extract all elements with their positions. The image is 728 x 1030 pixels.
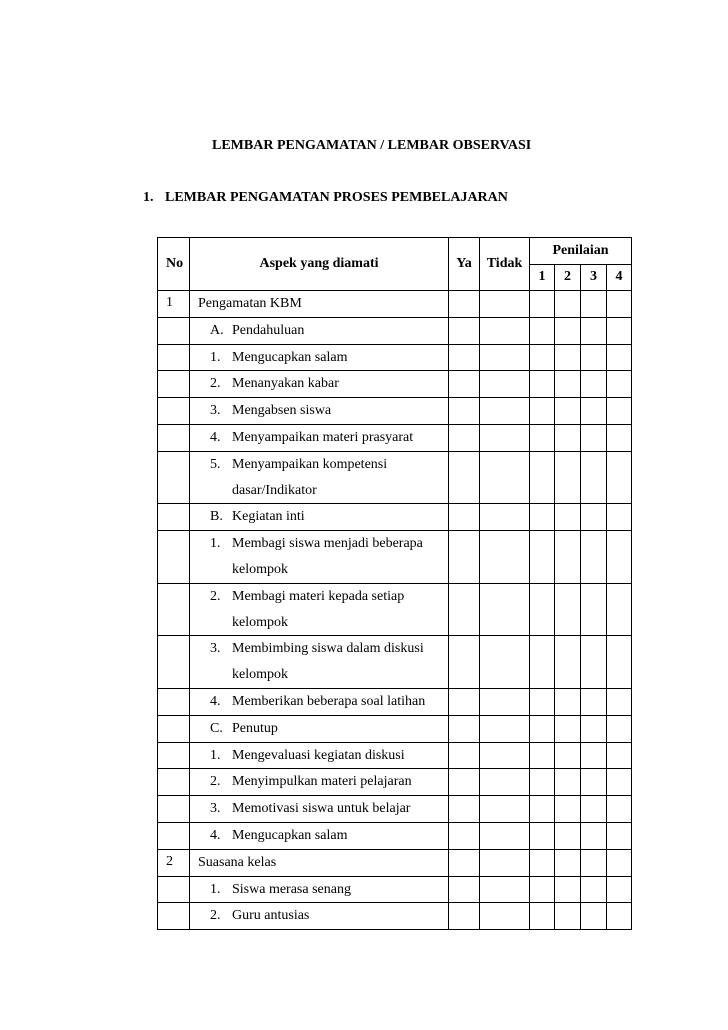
aspect-cell <box>190 715 449 742</box>
row-number <box>158 688 190 715</box>
row-number <box>158 451 190 504</box>
table-row <box>158 876 632 903</box>
aspect-text: Menyimpulkan materi pelajaran <box>232 774 412 790</box>
tidak-cell[interactable] <box>480 903 530 930</box>
aspect-cell <box>190 903 449 930</box>
aspect-text: Menyampaikan kompetensi dasar/Indikator <box>232 456 388 498</box>
table-row <box>158 451 632 504</box>
aspect-text: Membimbing siswa dalam diskusi kelompok <box>232 641 424 683</box>
aspect-text: Menanyakan kabar <box>232 376 339 392</box>
score-3-cell[interactable] <box>581 371 607 398</box>
aspect-text: Pengamatan KBM <box>198 296 302 311</box>
row-number <box>158 424 190 451</box>
score-3-cell[interactable] <box>581 398 607 425</box>
aspect-marker: 1. <box>210 747 221 763</box>
ya-cell[interactable] <box>449 371 480 398</box>
table-row <box>158 742 632 769</box>
table-row <box>158 715 632 742</box>
table-row <box>158 849 632 876</box>
score-3-cell[interactable] <box>581 451 607 504</box>
ya-cell[interactable] <box>449 583 480 636</box>
ya-cell[interactable] <box>449 903 480 930</box>
score-3-cell[interactable] <box>581 344 607 371</box>
tidak-cell[interactable] <box>480 344 530 371</box>
aspect-cell <box>190 822 449 849</box>
header-ya: Ya <box>449 238 480 291</box>
section-title: LEMBAR PENGAMATAN PROSES PEMBELAJARAN <box>165 190 508 205</box>
aspect-cell <box>190 451 449 504</box>
table-row <box>158 317 632 344</box>
header-no: No <box>158 238 190 291</box>
section-number: 1. <box>143 190 154 205</box>
score-2-cell[interactable] <box>555 769 581 796</box>
score-1-cell[interactable] <box>530 451 555 504</box>
aspect-marker: 2. <box>210 774 221 790</box>
score-1-cell[interactable] <box>530 424 555 451</box>
row-number <box>158 715 190 742</box>
tidak-cell[interactable] <box>480 636 530 689</box>
header-score-4: 4 <box>607 264 632 291</box>
row-number: 1 <box>158 291 190 318</box>
ya-cell[interactable] <box>449 769 480 796</box>
ya-cell[interactable] <box>449 344 480 371</box>
score-1-cell[interactable] <box>530 504 555 531</box>
row-number <box>158 344 190 371</box>
ya-cell[interactable] <box>449 424 480 451</box>
table-row <box>158 688 632 715</box>
score-4-cell[interactable] <box>607 688 632 715</box>
aspect-text: Mengabsen siswa <box>232 403 332 419</box>
score-2-cell[interactable] <box>555 291 581 318</box>
table-row <box>158 291 632 318</box>
aspect-marker: 4. <box>210 693 221 709</box>
tidak-cell[interactable] <box>480 317 530 344</box>
score-1-cell[interactable] <box>530 715 555 742</box>
aspect-text: Membagi materi kepada setiap kelompok <box>232 588 405 630</box>
aspect-cell <box>190 291 449 318</box>
score-1-cell[interactable] <box>530 371 555 398</box>
table-row <box>158 371 632 398</box>
score-4-cell[interactable] <box>607 583 632 636</box>
score-3-cell[interactable] <box>581 849 607 876</box>
score-2-cell[interactable] <box>555 715 581 742</box>
aspect-cell <box>190 769 449 796</box>
score-1-cell[interactable] <box>530 291 555 318</box>
table-row <box>158 822 632 849</box>
score-1-cell[interactable] <box>530 796 555 823</box>
score-3-cell[interactable] <box>581 715 607 742</box>
score-2-cell[interactable] <box>555 424 581 451</box>
aspect-cell <box>190 504 449 531</box>
score-4-cell[interactable] <box>607 822 632 849</box>
aspect-cell <box>190 636 449 689</box>
aspect-text: Kegiatan inti <box>232 509 305 525</box>
row-number <box>158 903 190 930</box>
aspect-text: Mengevaluasi kegiatan diskusi <box>232 747 405 763</box>
table-row <box>158 424 632 451</box>
aspect-marker: B. <box>210 509 223 525</box>
score-2-cell[interactable] <box>555 344 581 371</box>
score-2-cell[interactable] <box>555 398 581 425</box>
tidak-cell[interactable] <box>480 504 530 531</box>
aspect-text: Menyampaikan materi prasyarat <box>232 429 414 445</box>
score-4-cell[interactable] <box>607 903 632 930</box>
score-1-cell[interactable] <box>530 822 555 849</box>
row-number <box>158 796 190 823</box>
header-score-1: 1 <box>530 264 555 291</box>
aspect-text: Memberikan beberapa soal latihan <box>232 693 426 709</box>
table-row <box>158 903 632 930</box>
tidak-cell[interactable] <box>480 849 530 876</box>
aspect-text: Suasana kelas <box>198 854 277 870</box>
table-row <box>158 398 632 425</box>
ya-cell[interactable] <box>449 849 480 876</box>
table-row <box>158 504 632 531</box>
score-4-cell[interactable] <box>607 769 632 796</box>
score-2-cell[interactable] <box>555 531 581 584</box>
table-row <box>158 796 632 823</box>
aspect-marker: 5. <box>210 456 221 472</box>
aspect-marker: 4. <box>210 827 221 843</box>
ya-cell[interactable] <box>449 291 480 318</box>
aspect-marker: A. <box>210 322 224 338</box>
score-1-cell[interactable] <box>530 344 555 371</box>
aspect-cell <box>190 849 449 876</box>
tidak-cell[interactable] <box>480 769 530 796</box>
header-score-2: 2 <box>555 264 581 291</box>
aspect-text: Guru antusias <box>232 908 310 924</box>
row-number <box>158 583 190 636</box>
score-3-cell[interactable] <box>581 822 607 849</box>
score-2-cell[interactable] <box>555 636 581 689</box>
score-1-cell[interactable] <box>530 769 555 796</box>
score-3-cell[interactable] <box>581 424 607 451</box>
score-1-cell[interactable] <box>530 531 555 584</box>
row-number <box>158 769 190 796</box>
score-3-cell[interactable] <box>581 876 607 903</box>
score-4-cell[interactable] <box>607 796 632 823</box>
table-row <box>158 636 632 689</box>
aspect-cell <box>190 371 449 398</box>
score-3-cell[interactable] <box>581 769 607 796</box>
tidak-cell[interactable] <box>480 371 530 398</box>
row-number <box>158 636 190 689</box>
aspect-text: Pendahuluan <box>232 322 305 338</box>
aspect-cell <box>190 583 449 636</box>
aspect-marker: 1. <box>210 349 221 365</box>
score-1-cell[interactable] <box>530 688 555 715</box>
score-1-cell[interactable] <box>530 876 555 903</box>
score-2-cell[interactable] <box>555 849 581 876</box>
score-3-cell[interactable] <box>581 796 607 823</box>
score-1-cell[interactable] <box>530 583 555 636</box>
row-number: 2 <box>158 849 190 876</box>
tidak-cell[interactable] <box>480 583 530 636</box>
aspect-cell <box>190 742 449 769</box>
tidak-cell[interactable] <box>480 291 530 318</box>
table-row <box>158 531 632 584</box>
row-number <box>158 504 190 531</box>
score-4-cell[interactable] <box>607 344 632 371</box>
table-header <box>158 238 632 291</box>
score-2-cell[interactable] <box>555 822 581 849</box>
ya-cell[interactable] <box>449 636 480 689</box>
row-number <box>158 742 190 769</box>
table-row <box>158 583 632 636</box>
score-4-cell[interactable] <box>607 876 632 903</box>
aspect-marker: 3. <box>210 641 221 657</box>
table-body <box>158 291 632 930</box>
ya-cell[interactable] <box>449 822 480 849</box>
score-4-cell[interactable] <box>607 398 632 425</box>
aspect-marker: 2. <box>210 588 221 604</box>
aspect-text: Mengucapkan salam <box>232 349 348 365</box>
tidak-cell[interactable] <box>480 451 530 504</box>
tidak-cell[interactable] <box>480 742 530 769</box>
score-3-cell[interactable] <box>581 583 607 636</box>
score-4-cell[interactable] <box>607 742 632 769</box>
score-4-cell[interactable] <box>607 504 632 531</box>
score-1-cell[interactable] <box>530 636 555 689</box>
row-number <box>158 822 190 849</box>
row-number <box>158 371 190 398</box>
tidak-cell[interactable] <box>480 688 530 715</box>
header-score-3: 3 <box>581 264 607 291</box>
ya-cell[interactable] <box>449 715 480 742</box>
ya-cell[interactable] <box>449 876 480 903</box>
row-number <box>158 398 190 425</box>
aspect-marker: 1. <box>210 881 221 897</box>
aspect-cell <box>190 398 449 425</box>
aspect-text: Memotivasi siswa untuk belajar <box>232 801 411 817</box>
row-number <box>158 876 190 903</box>
score-4-cell[interactable] <box>607 531 632 584</box>
score-2-cell[interactable] <box>555 903 581 930</box>
score-1-cell[interactable] <box>530 742 555 769</box>
score-4-cell[interactable] <box>607 849 632 876</box>
aspect-cell <box>190 796 449 823</box>
score-2-cell[interactable] <box>555 583 581 636</box>
score-4-cell[interactable] <box>607 317 632 344</box>
tidak-cell[interactable] <box>480 531 530 584</box>
aspect-marker: 1. <box>210 536 221 552</box>
row-number <box>158 531 190 584</box>
score-4-cell[interactable] <box>607 715 632 742</box>
score-2-cell[interactable] <box>555 371 581 398</box>
score-4-cell[interactable] <box>607 371 632 398</box>
header-aspek: Aspek yang diamati <box>190 238 449 291</box>
aspect-cell <box>190 531 449 584</box>
ya-cell[interactable] <box>449 504 480 531</box>
ya-cell[interactable] <box>449 451 480 504</box>
score-2-cell[interactable] <box>555 317 581 344</box>
tidak-cell[interactable] <box>480 398 530 425</box>
ya-cell[interactable] <box>449 531 480 584</box>
score-3-cell[interactable] <box>581 531 607 584</box>
score-3-cell[interactable] <box>581 317 607 344</box>
score-3-cell[interactable] <box>581 504 607 531</box>
ya-cell[interactable] <box>449 688 480 715</box>
score-2-cell[interactable] <box>555 504 581 531</box>
aspect-marker: 2. <box>210 908 221 924</box>
tidak-cell[interactable] <box>480 796 530 823</box>
score-4-cell[interactable] <box>607 291 632 318</box>
score-2-cell[interactable] <box>555 876 581 903</box>
header-penilaian: Penilaian <box>530 238 632 265</box>
aspect-marker: 2. <box>210 376 221 392</box>
score-2-cell[interactable] <box>555 451 581 504</box>
observation-table <box>157 237 632 930</box>
score-3-cell[interactable] <box>581 903 607 930</box>
aspect-marker: 3. <box>210 403 221 419</box>
score-4-cell[interactable] <box>607 424 632 451</box>
aspect-cell <box>190 876 449 903</box>
tidak-cell[interactable] <box>480 822 530 849</box>
row-number <box>158 317 190 344</box>
aspect-text: Membagi siswa menjadi beberapa kelompok <box>232 536 423 577</box>
aspect-marker: C. <box>210 720 223 736</box>
page-title: LEMBAR PENGAMATAN / LEMBAR OBSERVASI <box>212 138 532 153</box>
aspect-cell <box>190 424 449 451</box>
tidak-cell[interactable] <box>480 876 530 903</box>
score-3-cell[interactable] <box>581 291 607 318</box>
table-row <box>158 344 632 371</box>
score-4-cell[interactable] <box>607 451 632 504</box>
score-3-cell[interactable] <box>581 688 607 715</box>
score-1-cell[interactable] <box>530 398 555 425</box>
tidak-cell[interactable] <box>480 715 530 742</box>
ya-cell[interactable] <box>449 317 480 344</box>
ya-cell[interactable] <box>449 796 480 823</box>
score-1-cell[interactable] <box>530 317 555 344</box>
score-3-cell[interactable] <box>581 742 607 769</box>
header-tidak: Tidak <box>480 238 530 291</box>
aspect-marker: 3. <box>210 801 221 817</box>
ya-cell[interactable] <box>449 742 480 769</box>
score-1-cell[interactable] <box>530 849 555 876</box>
aspect-text: Penutup <box>232 720 278 736</box>
aspect-cell <box>190 317 449 344</box>
score-3-cell[interactable] <box>581 636 607 689</box>
score-2-cell[interactable] <box>555 742 581 769</box>
aspect-cell <box>190 688 449 715</box>
score-2-cell[interactable] <box>555 688 581 715</box>
aspect-cell <box>190 344 449 371</box>
score-4-cell[interactable] <box>607 636 632 689</box>
ya-cell[interactable] <box>449 398 480 425</box>
aspect-text: Mengucapkan salam <box>232 827 348 843</box>
aspect-marker: 4. <box>210 429 221 445</box>
section-heading <box>143 190 508 206</box>
table-row <box>158 769 632 796</box>
score-2-cell[interactable] <box>555 796 581 823</box>
aspect-text: Siswa merasa senang <box>232 881 351 897</box>
tidak-cell[interactable] <box>480 424 530 451</box>
score-1-cell[interactable] <box>530 903 555 930</box>
